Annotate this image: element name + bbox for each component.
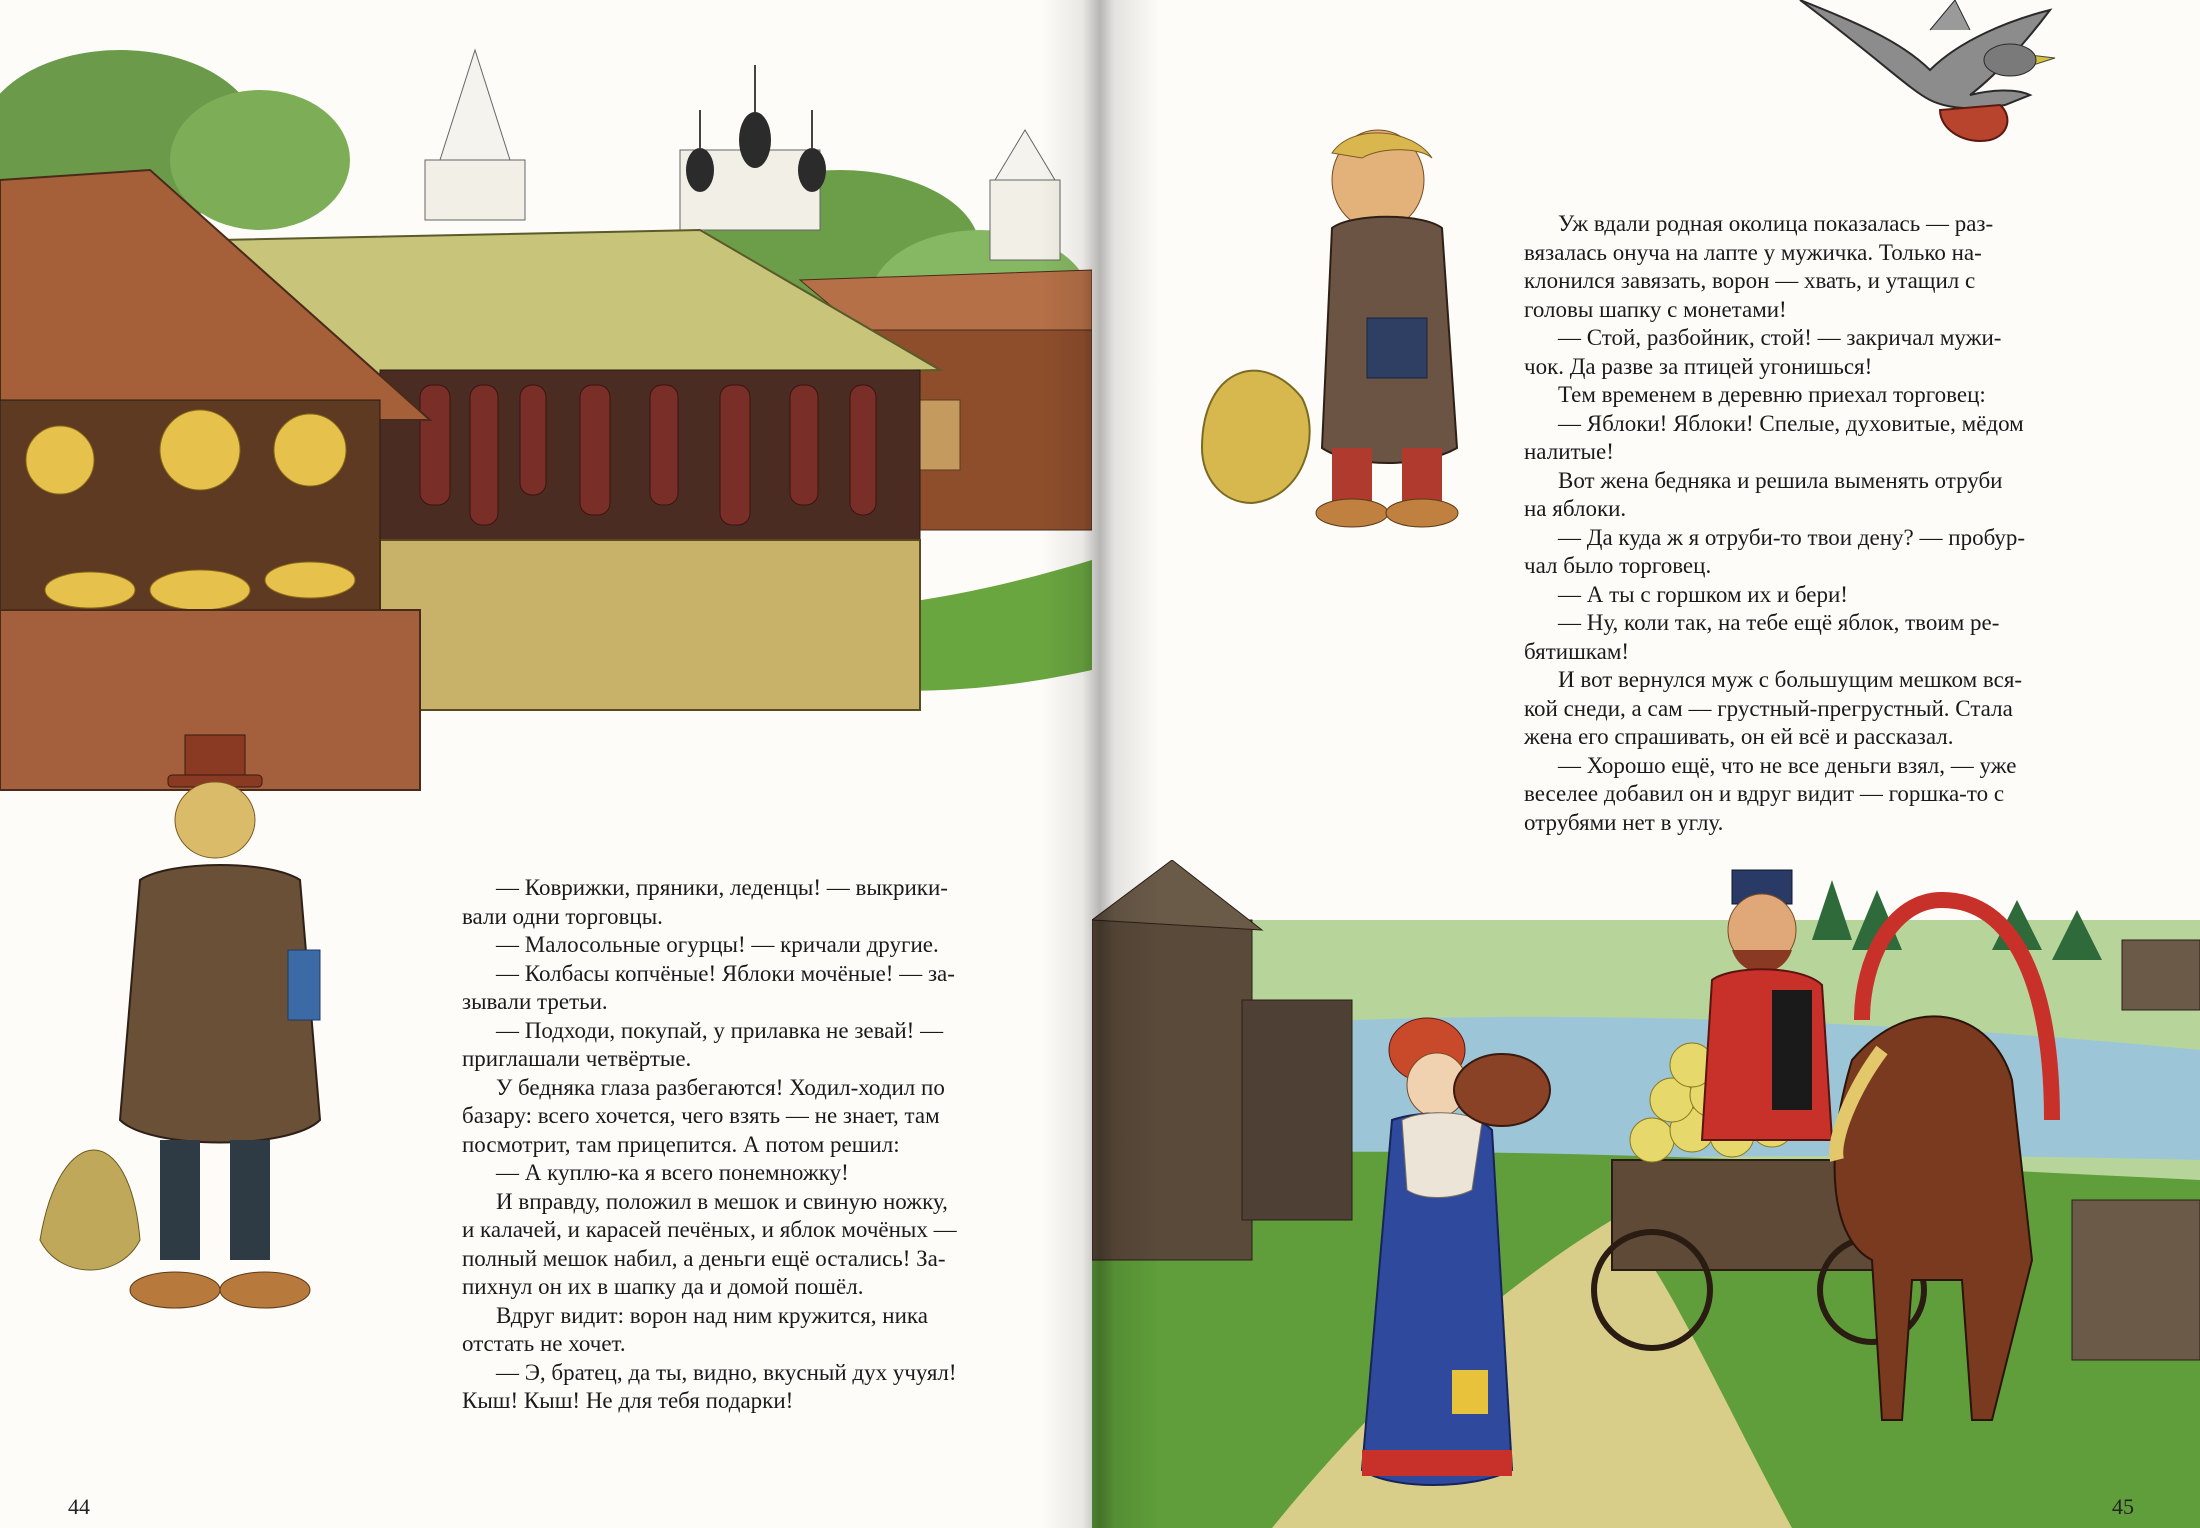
peasant-back-view (20, 720, 380, 1340)
paragraph: приглашали четвёртые. (462, 1046, 692, 1071)
paragraph: на яблоки. (1524, 496, 1627, 521)
paragraph: посмотрит, там прицепится. А потом решил: (462, 1131, 900, 1157)
paragraph: отстать не хочет. (462, 1331, 626, 1356)
right-page (1092, 0, 2200, 1528)
paragraph: базару: всего хочется, чего взять — не знает, там (462, 1103, 940, 1128)
right-page-text (1524, 210, 2074, 837)
paragraph: — Малосольные огурцы! — кричали другие. (496, 932, 939, 957)
market-illustration (0, 0, 1092, 800)
paragraph: чал было торговец. (1524, 553, 1712, 578)
paragraph: — Хорошо ещё, что не все деньги взял, — уже (1558, 752, 2017, 778)
paragraph: Кыш! Кыш! Не для тебя подарки! (462, 1388, 794, 1413)
paragraph: и калачей, и карасей печёных, и яблок мочёных — (462, 1217, 957, 1242)
paragraph: налитые! (1524, 439, 1614, 464)
paragraph: — Колбасы копчёные! Яблоки мочёные! — за- (496, 960, 955, 986)
left-page (0, 0, 1092, 1528)
church-onion-domes (680, 65, 826, 230)
paragraph: — Ну, коли так, на тебе ещё яблок, твоим ре- (1558, 610, 2000, 635)
village-cart-illustration (1092, 860, 2200, 1528)
paragraph: И вот вернулся муж с большущим мешком вся- (1558, 667, 2023, 692)
page-number-right: 45 (2112, 1494, 2134, 1519)
paragraph: чок. Да разве за птицей угонишься! (1524, 353, 1873, 379)
church-right (990, 130, 1060, 260)
paragraph: — Э, братец, да ты, видно, вкусный дух учуял! (496, 1359, 957, 1385)
paragraph: полный мешок набил, а деньги ещё остались! За- (462, 1245, 946, 1271)
paragraph: — А куплю-ка я всего понемножку! (496, 1160, 849, 1185)
paragraph: И вправду, положил в мешок и свиную ножку, (496, 1188, 948, 1214)
paragraph: Вдруг видит: ворон над ним кружится, ника (496, 1302, 928, 1328)
paragraph: отрубями нет в углу. (1524, 809, 1724, 835)
paragraph: головы шапку с монетами! (1524, 296, 1787, 322)
paragraph: — Коврижки, пряники, леденцы! — выкрики- (496, 875, 948, 900)
paragraph: У бедняка глаза разбегаются! Ходил-ходил по (496, 1074, 945, 1100)
page-number-left: 44 (68, 1494, 90, 1519)
paragraph: кой снеди, а сам — грустный-прегрустный. Стала (1524, 695, 2013, 721)
paragraph: — Подходи, покупай, у прилавка не зевай! — (496, 1017, 944, 1043)
paragraph: вязалась онуча на лапте у мужичка. Только на- (1524, 239, 1982, 265)
church-left (425, 50, 525, 220)
paragraph: — Да куда ж я отруби-то твои дену? — пробур- (1558, 524, 2026, 550)
paragraph: веселее добавил он и вдруг видит — горшка-то с (1524, 781, 2005, 806)
paragraph: — Яблоки! Яблоки! Спелые, духовитые, мёдом (1558, 410, 2024, 436)
paragraph: зывали третьи. (462, 989, 608, 1014)
paragraph: Вот жена бедняка и решила выменять отруби (1558, 467, 2003, 493)
paragraph: жена его спрашивать, он ей всё и рассказал. (1524, 724, 1954, 749)
paragraph: — Стой, разбойник, стой! — закричал мужи- (1558, 325, 2002, 350)
paragraph: бятишкам! (1524, 638, 1630, 664)
paragraph: вали одни торговцы. (462, 903, 663, 929)
merchant (1702, 870, 1832, 1140)
paragraph: клонился завязать, ворон — хвать, и утащил с (1524, 268, 1976, 293)
peasant-bending (1182, 118, 1562, 538)
raven-with-hat (1790, 0, 2120, 180)
paragraph: — А ты с горшком их и бери! (1558, 581, 1848, 607)
paragraph: пихнул он их в шапку да и домой пошёл. (462, 1274, 864, 1299)
paragraph: Уж вдали родная околица показалась — раз- (1558, 211, 1994, 236)
paragraph: Тем временем в деревню приехал торговец: (1558, 382, 1986, 407)
left-page-text (462, 874, 1036, 1416)
